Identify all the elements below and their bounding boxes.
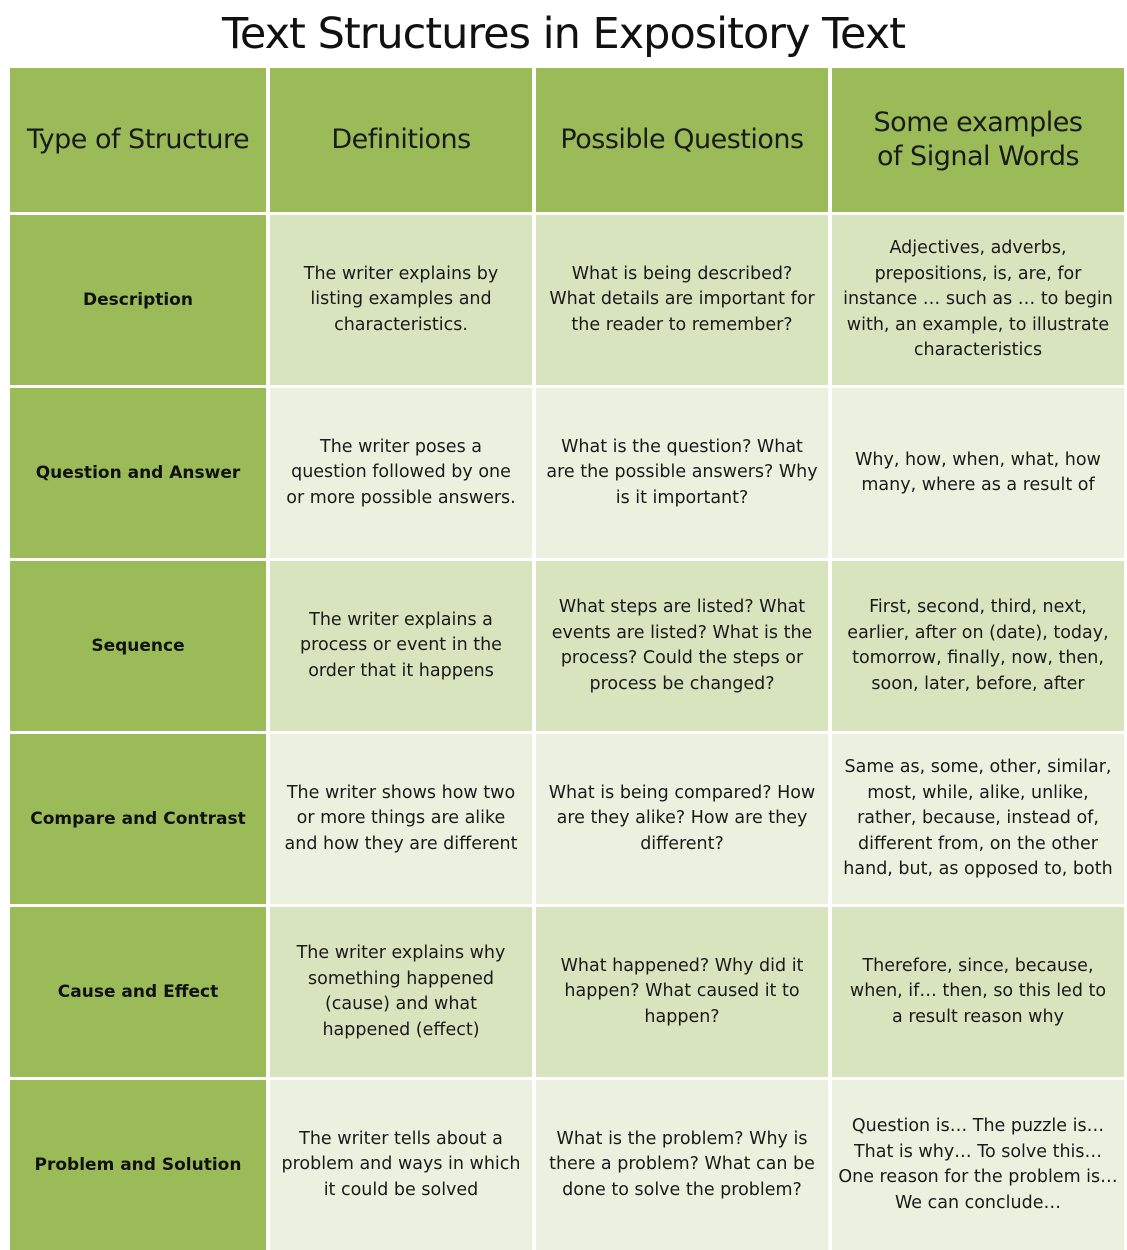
page-title: Text Structures in Expository Text [221, 9, 906, 59]
definition-cell: The writer explains why something happened (cause) and what happened (effect) [270, 907, 532, 1077]
header-type-of-structure: Type of Structure [10, 68, 266, 212]
header-signal-words: Some examples of Signal Words [832, 68, 1124, 212]
signal-words-cell: First, second, third, next, earlier, after on (date), today, tomorrow, finally, now, then, soon, later, before, after [832, 561, 1124, 731]
row-label-sequence: Sequence [10, 561, 266, 731]
row-label-question-and-answer: Question and Answer [10, 388, 266, 558]
signal-words-cell: Therefore, since, because, when, if… then, so this led to a result reason why [832, 907, 1124, 1077]
definition-cell: The writer poses a question followed by one or more possible answers. [270, 388, 532, 558]
questions-cell: What happened? Why did it happen? What caused it to happen? [536, 907, 828, 1077]
signal-words-cell: Question is… The puzzle is… That is why… To solve this… One reason for the problem is… We can conclude… [832, 1080, 1124, 1250]
questions-cell: What is the question? What are the possible answers? Why is it important? [536, 388, 828, 558]
signal-words-cell: Why, how, when, what, how many, where as a result of [832, 388, 1124, 558]
questions-cell: What steps are listed? What events are listed? What is the process? Could the steps or process be changed? [536, 561, 828, 731]
definition-cell: The writer explains a process or event in the order that it happens [270, 561, 532, 731]
row-label-problem-and-solution: Problem and Solution [10, 1080, 266, 1250]
definition-cell: The writer tells about a problem and ways in which it could be solved [270, 1080, 532, 1250]
questions-cell: What is being described? What details are important for the reader to remember? [536, 215, 828, 385]
questions-cell: What is the problem? Why is there a problem? What can be done to solve the problem? [536, 1080, 828, 1250]
signal-words-cell: Same as, some, other, similar, most, while, alike, unlike, rather, because, instead of, different from, on the other hand, but, as opposed to, both [832, 734, 1124, 904]
header-definitions: Definitions [270, 68, 532, 212]
signal-words-cell: Adjectives, adverbs, prepositions, is, are, for instance … such as … to begin with, an example, to illustrate characteristics [832, 215, 1124, 385]
row-label-cause-and-effect: Cause and Effect [10, 907, 266, 1077]
row-label-description: Description [10, 215, 266, 385]
questions-cell: What is being compared? How are they alike? How are they different? [536, 734, 828, 904]
row-label-compare-and-contrast: Compare and Contrast [10, 734, 266, 904]
definition-cell: The writer explains by listing examples and characteristics. [270, 215, 532, 385]
header-possible-questions: Possible Questions [536, 68, 828, 212]
structures-table [10, 68, 1124, 1248]
definition-cell: The writer shows how two or more things are alike and how they are different [270, 734, 532, 904]
